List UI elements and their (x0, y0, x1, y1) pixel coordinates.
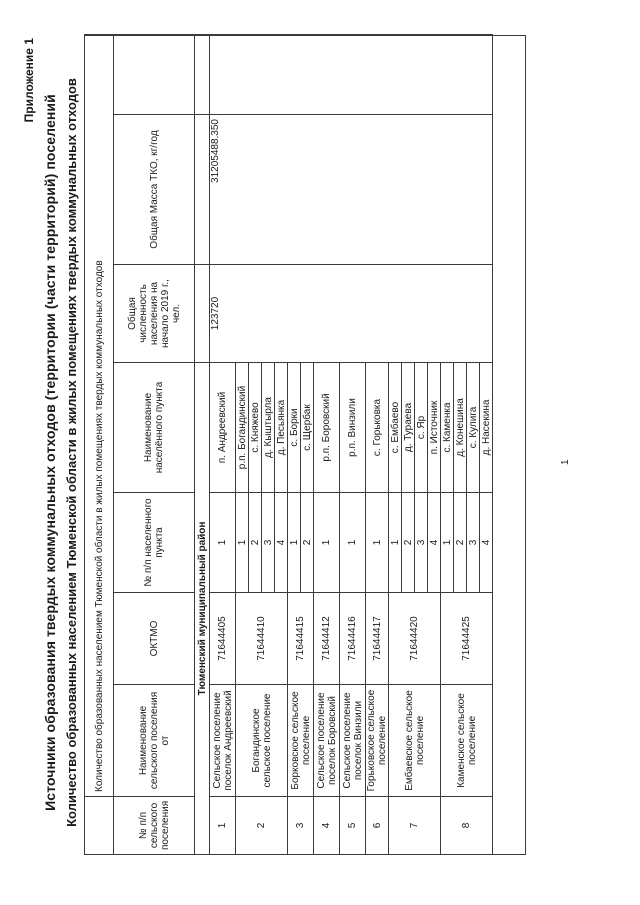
settlement-number: 2 (236, 797, 288, 855)
point-number: 2 (454, 493, 467, 593)
point-number: 4 (428, 493, 441, 593)
oktmo-code: 71644417 (366, 593, 389, 685)
settlement-number: 1 (210, 797, 236, 855)
point-number: 1 (288, 493, 301, 593)
settlement-number: 8 (441, 797, 493, 855)
point-number: 1 (340, 493, 366, 593)
point-number: 1 (236, 493, 249, 593)
point-number: 1 (441, 493, 454, 593)
settlement-number: 4 (314, 797, 340, 855)
point-number: 1 (314, 493, 340, 593)
settlement-number: 3 (288, 797, 314, 855)
oktmo-code: 71644410 (236, 593, 288, 685)
district-row (195, 34, 210, 854)
point-name: р.п. Винзили (340, 363, 366, 493)
settlement-name: Сельское поселение поселок Андреевский (210, 685, 236, 797)
point-name: д. Тураева (402, 363, 415, 493)
oktmo-code: 71644416 (340, 593, 366, 685)
settlement-name: Сельское поселение поселок Винзили (340, 685, 366, 797)
settlement-number: 5 (340, 797, 366, 855)
total-mass: 31205488.350 (210, 115, 493, 265)
table-header-row (85, 34, 114, 854)
col-mass-header: Общая Масса ТКО, кг/год (114, 115, 195, 265)
oktmo-code: 71644412 (314, 593, 340, 685)
point-number: 2 (402, 493, 415, 593)
settlement-name: Богандинское сельское поселение (236, 685, 288, 797)
settlement-name: Ембаевское сельское поселение (389, 685, 441, 797)
district-name: Тюменский муниципальный район (195, 363, 210, 855)
settlement-name: Каменское сельское поселение (441, 685, 493, 797)
annex-label: Приложение 1 (22, 38, 36, 123)
document-title: Источники образования твердых коммунальных отходов (территории (части территорий) поселений (42, 94, 58, 811)
col-settlement-header: Наименование сельского поселения от (114, 685, 195, 797)
blank-cell (210, 34, 493, 114)
point-name: д. Кыштырла (262, 363, 275, 493)
table-header-title: Количество образованных населением Тюменской области в жилых помещениях твердых коммунальных отходов (85, 34, 114, 796)
point-number: 2 (301, 493, 314, 593)
point-number: 3 (262, 493, 275, 593)
col-blank-header (114, 34, 195, 114)
table-row (210, 34, 236, 854)
point-name: р.п. Богандинский (236, 363, 249, 493)
col-population-header: Общая численность населения на начало 2019 г., чел. (114, 265, 195, 363)
document-subtitle: Количество образованных населением Тюменской области в жилых помещениях твердых коммунальных отходов (64, 78, 79, 827)
settlement-name: Горьковское сельское поселение (366, 685, 389, 797)
point-name: д. Песьянка (275, 363, 288, 493)
page-number: 1 (560, 459, 571, 465)
point-name: п. Андреевский (210, 363, 236, 493)
col-num-header: № п/п сельского поселения (114, 797, 195, 855)
point-number: 1 (389, 493, 402, 593)
point-number: 4 (480, 493, 493, 593)
district-blank (195, 34, 210, 114)
point-name: с. Каменка (441, 363, 454, 493)
column-header-row (114, 34, 195, 854)
oktmo-code: 71644405 (210, 593, 236, 685)
col-oktmo-header: ОКТМО (114, 593, 195, 685)
point-number: 3 (415, 493, 428, 593)
settlement-number: 7 (389, 797, 441, 855)
total-population: 123720 (210, 265, 493, 363)
waste-sources-table (84, 34, 493, 855)
point-name: с. Яр (415, 363, 428, 493)
point-number: 1 (210, 493, 236, 593)
point-name: д. Насекина (480, 363, 493, 493)
header-empty (85, 797, 114, 855)
point-number: 4 (275, 493, 288, 593)
point-name: с. Горьковка (366, 363, 389, 493)
point-name: с. Княжево (249, 363, 262, 493)
settlement-name: Борковское сельское поселение (288, 685, 314, 797)
point-name: р.п. Боровский (314, 363, 340, 493)
point-name: с. Ембаево (389, 363, 402, 493)
col-point-name-header: Наименование населённого пункта (114, 363, 195, 493)
point-number: 2 (249, 493, 262, 593)
col-point-num-header: № п/п населенного пункта (114, 493, 195, 593)
point-number: 3 (467, 493, 480, 593)
settlement-number: 6 (366, 797, 389, 855)
point-name: с. Щербак (301, 363, 314, 493)
point-name: д. Конешина (454, 363, 467, 493)
oktmo-code: 71644425 (441, 593, 493, 685)
oktmo-code: 71644415 (288, 593, 314, 685)
point-name: с. Борки (288, 363, 301, 493)
district-blank (195, 265, 210, 363)
point-number: 1 (366, 493, 389, 593)
point-name: с. Кулига (467, 363, 480, 493)
oktmo-code: 71644420 (389, 593, 441, 685)
point-name: п. Источник (428, 363, 441, 493)
district-blank (195, 115, 210, 265)
settlement-name: Сельское поселение поселок Боровский (314, 685, 340, 797)
